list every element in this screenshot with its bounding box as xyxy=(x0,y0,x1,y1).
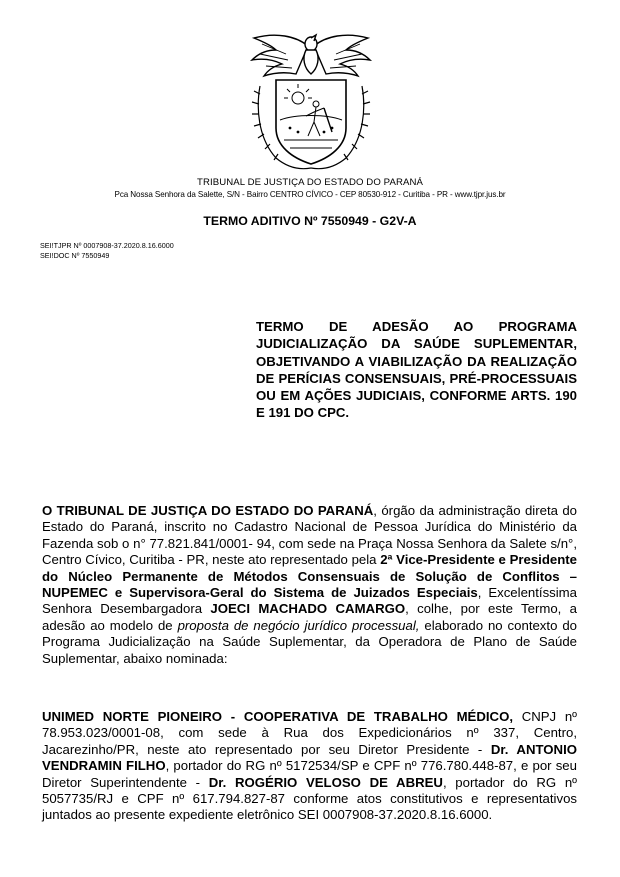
adhesion-text: , colhe, por este Termo, a adesão ao modelo de xyxy=(42,601,578,633)
operator-name: UNIMED NORTE PIONEIRO - COOPERATIVA DE TRABALHO MÉDICO, xyxy=(42,709,513,724)
superintendent-documents: , portador do RG nº 5057735/RJ e CPF nº 617.794.827-87 conforme atos constitutivos e representativos juntados ao presente expediente eletrônico SEI 0007908-37.2020.8.16.6000. xyxy=(42,774,577,823)
paragraph-tribunal xyxy=(42,503,577,667)
representative-name: JOECI MACHADO CAMARGO xyxy=(210,601,406,617)
process-reference: SEI!TJPR Nº 0007908-37.2020.8.16.6000 xyxy=(40,241,174,250)
document-title: TERMO ADITIVO Nº 7550949 - G2V-A xyxy=(203,214,417,228)
doc-reference: SEI!DOC Nº 7550949 xyxy=(40,251,110,260)
document-references xyxy=(40,241,174,261)
president-name: Dr. ANTONIO VENDRAMIN FILHO xyxy=(42,741,577,774)
president-documents: , portador do RG nº 5172534/SP e CPF nº 776.780.448-87, e por seu Diretor Superintendente - xyxy=(42,758,577,790)
tribunal-description: , órgão da administração direta do Estado do Paraná, inscrito no Cadastro Nacional de Pessoa Jurídica do Ministério da Fazenda sob o n° 77.821.841/0001- 94, com sede na Praça Nossa Senhora da Salete s/n°, Centro Cívico, Curitiba - PR, neste ato representado pela xyxy=(42,503,578,568)
operator-details: CNPJ nº 78.953.023/0001-08, com sede à Rua dos Expedicionários nº 337, Centro, Jacarezinho/PR, neste ato representado por seu Diretor Presidente - xyxy=(42,709,578,757)
program-context: elaborado no contexto do Programa Judicialização na Saúde Suplementar, da Operadora de Plano de Saúde Suplementar, abaixo nominada: xyxy=(42,617,578,666)
proposal-type: proposta de negócio jurídico processual, xyxy=(177,617,420,633)
representative-role: 2ª Vice-Presidente e Presidente do Núcleo Permanente de Métodos Consensuais de Solução de Conflitos – NUPEMEC e Supervisora-Geral do Sistema de Juizados Especiais xyxy=(42,552,578,601)
representative-title: , Excelentíssima Senhora Desembargadora xyxy=(42,585,578,617)
paragraph-operator xyxy=(42,709,577,824)
tribunal-name: O TRIBUNAL DE JUSTIÇA DO ESTADO DO PARANÁ xyxy=(42,503,374,518)
ementa: TERMO DE ADESÃO AO PROGRAMA JUDICIALIZAÇÃO DA SAÚDE SUPLEMENTAR, OBJETIVANDO A VIABILIZAÇÃO DA REALIZAÇÃO DE PERÍCIAS CONSENSUAIS, PRÉ-PROCESSUAIS OU EM AÇÕES JUDICIAIS, CONFORME ARTS. 190 E 191 DO CPC. xyxy=(256,319,577,421)
institution-name: TRIBUNAL DE JUSTIÇA DO ESTADO DO PARANÁ xyxy=(196,177,423,188)
superintendent-name: Dr. ROGÉRIO VELOSO DE ABREU xyxy=(208,774,443,790)
institution-address: Pca Nossa Senhora da Salette, S/N - Bairro CENTRO CÍVICO - CEP 80530-912 - Curitiba - PR - www.tjpr.jus.br xyxy=(114,190,506,199)
parana-coat-of-arms-icon xyxy=(246,28,376,178)
